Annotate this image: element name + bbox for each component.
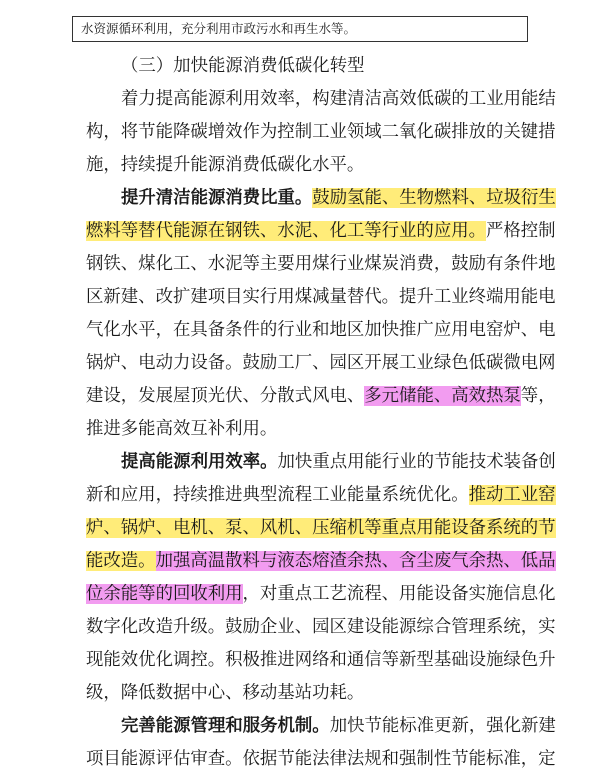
text-line: 级，降低数据中心、移动基站功耗。 xyxy=(86,683,365,703)
text-span: 加快重点用能行业的节能技术装备创 xyxy=(277,452,556,472)
text-line: 气化水平，在具备条件的行业和地区加快推广应用电窑炉、电 xyxy=(86,320,556,340)
paragraph-lead: 提高能源利用效率。 xyxy=(121,452,278,472)
text-span: 加快节能标准更新，强化新建 xyxy=(329,716,556,736)
section-heading: （三）加快能源消费低碳化转型 xyxy=(121,56,365,76)
text-line: 数字化改造升级。鼓励企业、园区建设能源综合管理系统，实 xyxy=(86,617,556,637)
text-line xyxy=(86,215,556,248)
text-line: 推进多能高效互补利用。 xyxy=(86,419,278,439)
text-span: 等， xyxy=(520,386,556,406)
boxed-text-fragment: 水资源循环利用，充分利用市政污水和再生水等。 xyxy=(72,16,528,42)
document-body xyxy=(86,49,556,776)
text-line: 项目能源评估审查。依据节能法律法规和强制性节能标准，定 xyxy=(86,749,556,769)
highlight-yellow: 燃料等替代能源在钢铁、水泥、化工等行业的应用。 xyxy=(86,221,486,241)
text-line: 着力提高能源利用效率，构建清洁高效低碳的工业用能结 xyxy=(121,89,556,109)
highlight-pink: 加强高温散料与液态熔渣余热、含尘废气余热、低品 xyxy=(155,551,556,571)
text-line: 构，将节能降碳增效作为控制工业领域二氧化碳排放的关键措 xyxy=(86,122,556,142)
text-line xyxy=(86,512,556,545)
text-line: 钢铁、煤化工、水泥等主要用煤行业煤炭消费，鼓励有条件地 xyxy=(86,254,556,274)
text-line: 施，持续提升能源消费低碳化水平。 xyxy=(86,155,365,175)
text-line xyxy=(86,710,556,743)
paragraph-lead: 完善能源管理和服务机制。 xyxy=(121,716,330,736)
text-line xyxy=(86,578,556,611)
highlight-yellow: 炉、锅炉、电机、泵、风机、压缩机等重点用能设备系统的节 xyxy=(86,518,556,538)
text-span: 建设，发展屋顶光伏、分散式风电、 xyxy=(86,386,365,406)
text-line xyxy=(86,182,556,215)
text-line xyxy=(86,380,556,413)
text-line: 锅炉、电动力设备。鼓励工厂、园区开展工业绿色低碳微电网 xyxy=(86,353,556,373)
paragraph-energy-efficiency-intro xyxy=(86,83,556,182)
highlight-pink: 多元储能、高效热泵 xyxy=(364,386,521,406)
paragraph-clean-energy xyxy=(86,182,556,446)
highlight-yellow: 能改造。 xyxy=(86,551,156,571)
text-span: 严格控制 xyxy=(486,221,556,241)
text-line: 现能效优化调控。积极推进网络和通信等新型基础设施绿色升 xyxy=(86,650,556,670)
paragraph-energy-efficiency xyxy=(86,446,556,710)
paragraph-lead: 提升清洁能源消费比重。 xyxy=(121,188,313,208)
text-line: 区新建、改扩建项目实行用煤减量替代。提升工业终端用能电 xyxy=(86,287,556,307)
paragraph-energy-management xyxy=(86,710,556,776)
text-span: ，对重点工艺流程、用能设备实施信息化 xyxy=(242,584,556,604)
text-line xyxy=(86,545,556,578)
highlight-yellow: 推动工业窑 xyxy=(468,485,556,505)
text-span: 新和应用，持续推进典型流程工业能量系统优化。 xyxy=(86,485,469,505)
highlight-yellow: 鼓励氢能、生物燃料、垃圾衍生 xyxy=(312,188,556,208)
text-line xyxy=(86,479,556,512)
text-line xyxy=(86,446,556,479)
highlight-pink: 位余能等的回收利用 xyxy=(86,584,243,604)
